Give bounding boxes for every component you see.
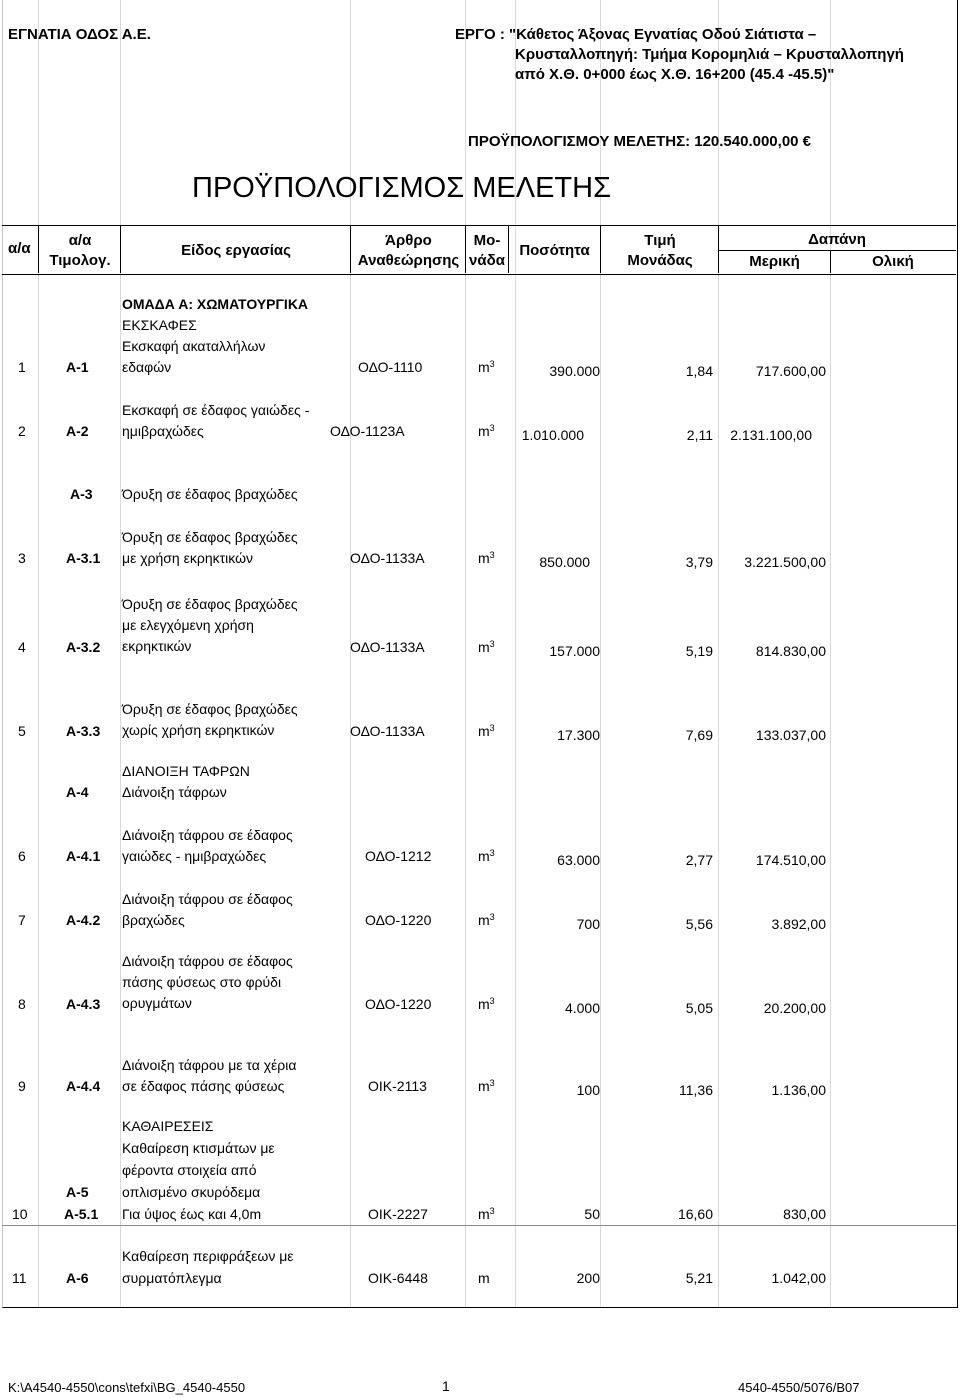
col-aa-tim-2: Τιμολογ.	[49, 252, 111, 269]
row-unit: $m^3$	[478, 1206, 495, 1222]
row-arthro: ΟΔΟ-1133Α	[350, 550, 425, 566]
row-code: Α-5	[66, 1184, 89, 1200]
grid-line	[718, 0, 719, 1307]
row-qty: 17.300	[557, 727, 600, 743]
row-qty: 850.000	[539, 554, 590, 570]
row-price: 2,11	[686, 427, 713, 443]
row-code: Α-4.3	[66, 996, 101, 1012]
row-arthro: ΟΙΚ-2113	[368, 1078, 427, 1094]
row-desc: ΚΑΘΑΙΡΕΣΕΙΣ	[122, 1118, 214, 1134]
row-desc: Εκσκαφή σε έδαφος γαιώδες -	[122, 402, 310, 418]
col-eidos: Είδος εργασίας	[181, 242, 291, 259]
grid-line	[830, 0, 831, 1307]
footer-page-number: 1	[442, 1378, 450, 1394]
row-cost: 174.510,00	[755, 852, 826, 868]
row-unit: $m^3$	[478, 423, 495, 439]
row-arthro: ΟΔΟ-1123Α	[330, 423, 405, 439]
row-desc: βραχώδες	[122, 912, 185, 928]
page-title: ΠΡΟΫΠΟΛΟΓΙΣΜΟΣ ΜΕΛΕΤΗΣ	[192, 172, 611, 204]
header-divider	[600, 225, 601, 273]
row-code: Α-3.1	[66, 550, 101, 566]
row-qty: 1.010.000	[521, 427, 584, 443]
col-monada-2: νάδα	[469, 252, 505, 269]
row-desc: σε έδαφος πάσης φύσεως	[122, 1078, 285, 1094]
row-code: Α-4	[66, 784, 89, 800]
row-unit: m	[478, 1270, 490, 1286]
row-divider	[2, 1225, 956, 1226]
row-desc: Διάνοιξη τάφρου σε έδαφος	[122, 827, 293, 843]
row-code: Α-6	[66, 1270, 89, 1286]
row-cost: 830,00	[783, 1206, 826, 1222]
row-unit: $m^3$	[478, 996, 495, 1012]
row-cost: 3.892,00	[771, 916, 826, 932]
row-code: Α-2	[66, 423, 89, 439]
row-desc: Εκσκαφή ακαταλλήλων	[122, 338, 266, 354]
row-aa: 8	[18, 996, 26, 1012]
row-qty: 390.000	[549, 363, 600, 379]
row-desc: Για ύψος έως και 4,0m	[122, 1206, 262, 1222]
footer-path: K:\A4540-4550\cons\tefxi\BG_4540-4550	[8, 1380, 246, 1395]
col-monada-1: Μο-	[473, 232, 501, 249]
row-desc: Όρυξη σε έδαφος βραχώδες	[122, 486, 298, 502]
project-line-2: Κρυσταλλοπηγή: Τμήμα Κορομηλιά – Κρυσταλλοπηγή	[515, 46, 904, 63]
grid-line	[38, 0, 39, 1307]
col-timi-1: Τιμή	[644, 232, 676, 249]
row-price: 5,05	[685, 1000, 713, 1016]
row-aa: 1	[18, 359, 26, 375]
project-line-1: ΕΡΓΟ : "Κάθετος Άξονας Εγνατίας Οδού Σιάτιστα –	[455, 26, 817, 43]
row-desc: Όρυξη σε έδαφος βραχώδες	[122, 596, 298, 612]
row-code: Α-4.1	[66, 848, 101, 864]
col-arthro-1: Άρθρο	[385, 232, 432, 249]
row-unit: $m^3$	[478, 848, 495, 864]
row-desc: Όρυξη σε έδαφος βραχώδες	[122, 701, 298, 717]
row-desc: οπλισμένο σκυρόδεμα	[122, 1184, 261, 1200]
row-code: Α-3	[70, 486, 93, 502]
project-line-3: από Χ.Θ. 0+000 έως Χ.Θ. 16+200 (45.4 -45.5)"	[515, 66, 835, 83]
row-desc: ορυγμάτων	[122, 995, 192, 1011]
col-oliki: Ολική	[872, 253, 914, 270]
row-aa: 10	[12, 1206, 28, 1222]
budget-total: ΠΡΟΫΠΟΛΟΓΙΣΜΟΥ ΜΕΛΕΤΗΣ: 120.540.000,00 €	[468, 133, 812, 150]
row-desc: Διάνοιξη τάφρων	[122, 784, 227, 800]
row-unit: $m^3$	[478, 1078, 495, 1094]
row-cost: 20.200,00	[763, 1000, 826, 1016]
row-qty: 700	[576, 916, 600, 932]
col-aa: α/α	[8, 240, 31, 257]
row-desc: πάσης φύσεως στο φρύδι	[122, 974, 282, 990]
row-arthro: ΟΙΚ-2227	[368, 1206, 428, 1222]
row-price: 2,77	[685, 852, 713, 868]
row-price: 1,84	[685, 363, 713, 379]
row-price: 3,79	[685, 554, 713, 570]
row-aa: 5	[18, 723, 26, 739]
row-unit: $m^3$	[478, 639, 495, 655]
row-desc: Καθαίρεση κτισμάτων με	[122, 1140, 275, 1156]
row-arthro: ΟΔΟ-1110	[358, 359, 423, 375]
section-heading: ΕΚΣΚΑΦΕΣ	[122, 317, 197, 333]
row-arthro: ΟΙΚ-6448	[368, 1270, 428, 1286]
row-cost: 1.136,00	[771, 1082, 826, 1098]
row-aa: 9	[18, 1078, 26, 1094]
row-cost: 814.830,00	[755, 643, 826, 659]
row-aa: 3	[18, 550, 26, 566]
row-qty: 4.000	[564, 1000, 600, 1016]
row-desc: Όρυξη σε έδαφος βραχώδες	[122, 529, 298, 545]
row-desc: Διάνοιξη τάφρου σε έδαφος	[122, 953, 293, 969]
row-unit: $m^3$	[478, 359, 495, 375]
company-name: ΕΓΝΑΤΙΑ ΟΔΟΣ Α.Ε.	[8, 26, 151, 43]
row-aa: 2	[18, 423, 26, 439]
row-desc: Καθαίρεση περιφράξεων με	[122, 1248, 294, 1264]
row-arthro: ΟΔΟ-1133Α	[350, 639, 425, 655]
row-price: 11,36	[679, 1082, 713, 1098]
row-price: 5,19	[685, 643, 713, 659]
header-divider	[120, 225, 121, 273]
row-desc: με ελεγχόμενη χρήση	[122, 617, 254, 633]
grid-line	[120, 0, 121, 1307]
row-desc: Διάνοιξη τάφρου σε έδαφος	[122, 891, 293, 907]
row-aa: 7	[18, 912, 26, 928]
row-qty: 157.000	[549, 643, 600, 659]
col-posotita: Ποσότητα	[519, 242, 590, 259]
row-cost: 2.131.100,00	[730, 427, 812, 443]
row-unit: $m^3$	[478, 550, 495, 566]
row-cost: 1.042,00	[771, 1270, 826, 1286]
row-qty: 63.000	[557, 852, 600, 868]
row-desc: χωρίς χρήση εκρηκτικών	[122, 722, 275, 738]
col-meriki: Μερική	[749, 253, 800, 270]
row-code: Α-1	[66, 359, 89, 375]
row-arthro: ΟΔΟ-1220	[365, 996, 432, 1012]
row-desc: Διάνοιξη τάφρου με τα χέρια	[122, 1057, 297, 1073]
row-price: 5,21	[685, 1270, 713, 1286]
row-cost: 133.037,00	[755, 727, 826, 743]
row-qty: 50	[584, 1206, 600, 1222]
group-heading: ΟΜΑΔΑ Α: ΧΩΜΑΤΟΥΡΓΙΚΑ	[122, 296, 309, 312]
row-desc: φέροντα στοιχεία από	[122, 1162, 257, 1178]
row-desc: συρματόπλεγμα	[122, 1270, 222, 1286]
row-price: 5,56	[685, 916, 713, 932]
col-timi-2: Μονάδας	[627, 252, 693, 269]
row-unit: $m^3$	[478, 912, 495, 928]
col-arthro-2: Αναθεώρησης	[357, 252, 460, 269]
col-dapani: Δαπάνη	[808, 231, 866, 248]
row-aa: 11	[12, 1270, 27, 1286]
row-unit: $m^3$	[478, 723, 495, 739]
row-desc: ημιβραχώδες	[122, 423, 204, 439]
row-desc: εδαφών	[122, 359, 172, 375]
row-price: 7,69	[685, 727, 713, 743]
header-divider	[38, 225, 39, 273]
header-divider	[350, 225, 351, 273]
row-qty: 100	[576, 1082, 600, 1098]
row-desc: με χρήση εκρηκτικών	[122, 550, 254, 566]
row-aa: 4	[18, 639, 26, 655]
row-code: Α-4.2	[66, 912, 101, 928]
row-cost: 717.600,00	[755, 363, 826, 379]
row-desc: γαιώδες - ημιβραχώδες	[122, 848, 267, 864]
row-arthro: ΟΔΟ-1220	[365, 912, 432, 928]
row-arthro: ΟΔΟ-1212	[365, 848, 432, 864]
row-aa: 6	[18, 848, 26, 864]
row-desc: εκρηκτικών	[122, 638, 192, 654]
header-divider	[718, 250, 956, 251]
row-arthro: ΟΔΟ-1133Α	[350, 723, 425, 739]
row-code: Α-3.3	[66, 723, 101, 739]
col-aa-tim-1: α/α	[68, 232, 92, 249]
row-price: 16,60	[677, 1206, 713, 1222]
row-code: Α-5.1	[64, 1206, 99, 1222]
row-desc: ΔΙΑΝΟΙΞΗ ΤΑΦΡΩΝ	[122, 763, 250, 779]
footer-doc-code: 4540-4550/5076/B07	[738, 1380, 860, 1395]
row-code: Α-4.4	[66, 1078, 101, 1094]
row-qty: 200	[576, 1270, 600, 1286]
row-code: Α-3.2	[66, 639, 101, 655]
row-cost: 3.221.500,00	[744, 554, 826, 570]
